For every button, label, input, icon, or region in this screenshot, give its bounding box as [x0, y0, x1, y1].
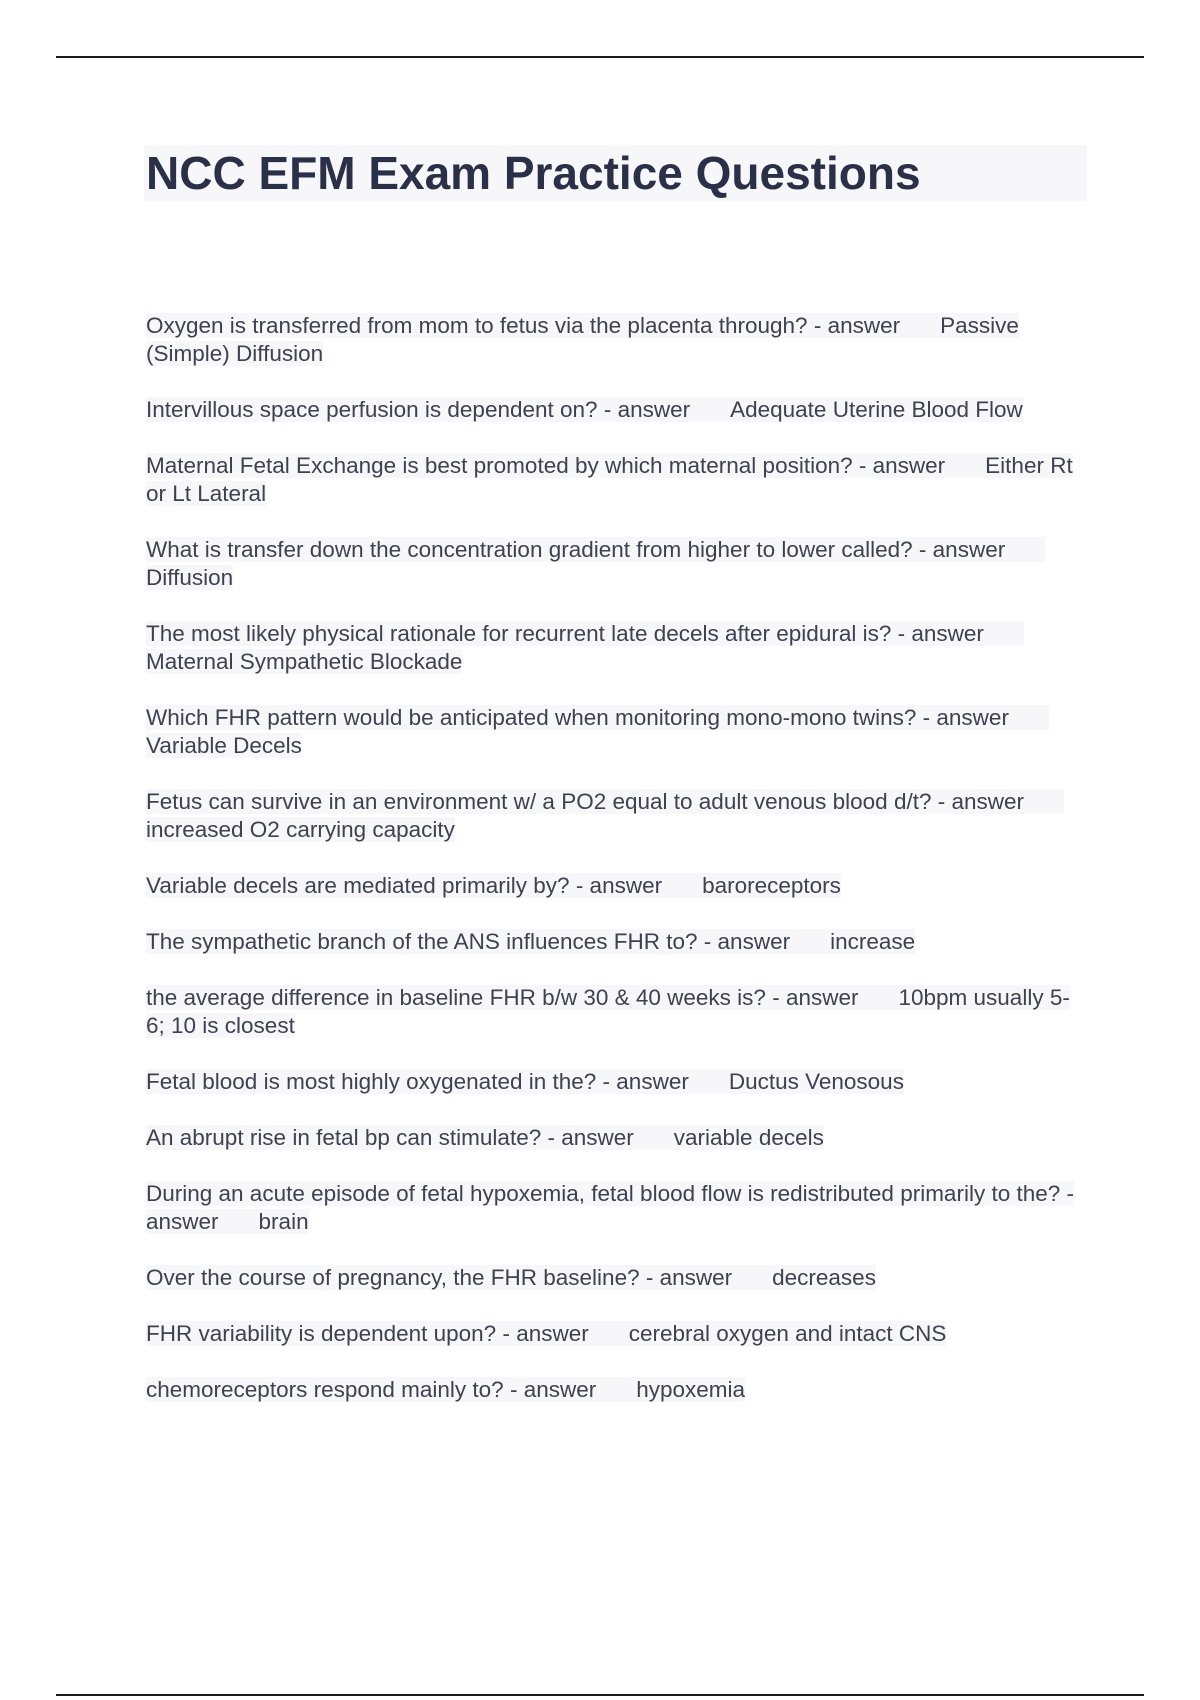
answer-label: - answer	[146, 1181, 1075, 1234]
answer-text: hypoxemia	[636, 1377, 746, 1402]
question-text: Intervillous space perfusion is dependent on?	[146, 397, 598, 422]
question-text: Which FHR pattern would be anticipated when monitoring mono-mono twins?	[146, 705, 917, 730]
question-text: Oxygen is transferred from mom to fetus via the placenta through?	[146, 313, 808, 338]
question-text: FHR variability is dependent upon?	[146, 1321, 497, 1346]
qa-item	[146, 984, 1086, 1040]
qa-item	[146, 1376, 1086, 1404]
header-rule	[56, 56, 1144, 58]
answer-label: - answer	[509, 1377, 597, 1402]
answer-label: - answer	[937, 789, 1025, 814]
qa-item	[146, 1320, 1086, 1348]
question-text: the average difference in baseline FHR b/w 30 & 40 weeks is?	[146, 985, 766, 1010]
question-text: Over the course of pregnancy, the FHR baseline?	[146, 1265, 640, 1290]
page-title: NCC EFM Exam Practice Questions	[146, 147, 921, 199]
answer-label: - answer	[813, 313, 901, 338]
qa-item	[146, 1264, 1086, 1292]
answer-text: cerebral oxygen and intact CNS	[628, 1321, 947, 1346]
question-text: chemoreceptors respond mainly to?	[146, 1377, 504, 1402]
answer-text: brain	[258, 1209, 309, 1234]
question-text: Variable decels are mediated primarily by?	[146, 873, 570, 898]
question-text: During an acute episode of fetal hypoxemia, fetal blood flow is redistributed primarily to the?	[146, 1181, 1061, 1206]
answer-text: increase	[830, 929, 916, 954]
question-text: Fetus can survive in an environment w/ a PO2 equal to adult venous blood d/t?	[146, 789, 932, 814]
qa-item	[146, 872, 1086, 900]
qa-item	[146, 1124, 1086, 1152]
question-text: The sympathetic branch of the ANS influences FHR to?	[146, 929, 698, 954]
qa-item	[146, 452, 1086, 508]
qa-list	[146, 312, 1086, 1432]
qa-item	[146, 928, 1086, 956]
footer-rule	[56, 1694, 1144, 1696]
answer-text: baroreceptors	[702, 873, 841, 898]
answer-label: - answer	[575, 873, 663, 898]
answer-label: - answer	[922, 705, 1009, 730]
answer-text: Passive (Simple) Diffusion	[146, 313, 1019, 366]
answer-label: - answer	[897, 621, 984, 646]
question-text: Maternal Fetal Exchange is best promoted by which maternal position?	[146, 453, 853, 478]
answer-text: 10bpm usually 5-6; 10 is closest	[146, 985, 1070, 1038]
question-text: An abrupt rise in fetal bp can stimulate?	[146, 1125, 542, 1150]
answer-label: - answer	[547, 1125, 634, 1150]
answer-label: - answer	[603, 397, 691, 422]
qa-item	[146, 312, 1086, 368]
answer-text: decreases	[772, 1265, 876, 1290]
question-text: What is transfer down the concentration gradient from higher to lower called?	[146, 537, 913, 562]
answer-text: Diffusion	[146, 565, 234, 590]
qa-item	[146, 1180, 1086, 1236]
answer-label: - answer	[602, 1069, 689, 1094]
answer-text: Variable Decels	[146, 733, 302, 758]
answer-label: - answer	[918, 537, 1006, 562]
answer-text: Ductus Venosous	[728, 1069, 904, 1094]
answer-label: - answer	[858, 453, 946, 478]
answer-label: - answer	[502, 1321, 589, 1346]
question-text: The most likely physical rationale for recurrent late decels after epidural is?	[146, 621, 892, 646]
answer-text: Adequate Uterine Blood Flow	[730, 397, 1023, 422]
qa-item	[146, 536, 1086, 592]
answer-label: - answer	[703, 929, 791, 954]
question-text: Fetal blood is most highly oxygenated in the?	[146, 1069, 597, 1094]
qa-item	[146, 396, 1086, 424]
qa-item	[146, 788, 1086, 844]
answer-text: Maternal Sympathetic Blockade	[146, 649, 463, 674]
answer-text: increased O2 carrying capacity	[146, 817, 455, 842]
qa-item	[146, 704, 1086, 760]
qa-item	[146, 1068, 1086, 1096]
answer-label: - answer	[645, 1265, 733, 1290]
answer-text: Either Rt or Lt Lateral	[146, 453, 1073, 506]
answer-label: - answer	[772, 985, 859, 1010]
answer-text: variable decels	[673, 1125, 824, 1150]
qa-item	[146, 620, 1086, 676]
